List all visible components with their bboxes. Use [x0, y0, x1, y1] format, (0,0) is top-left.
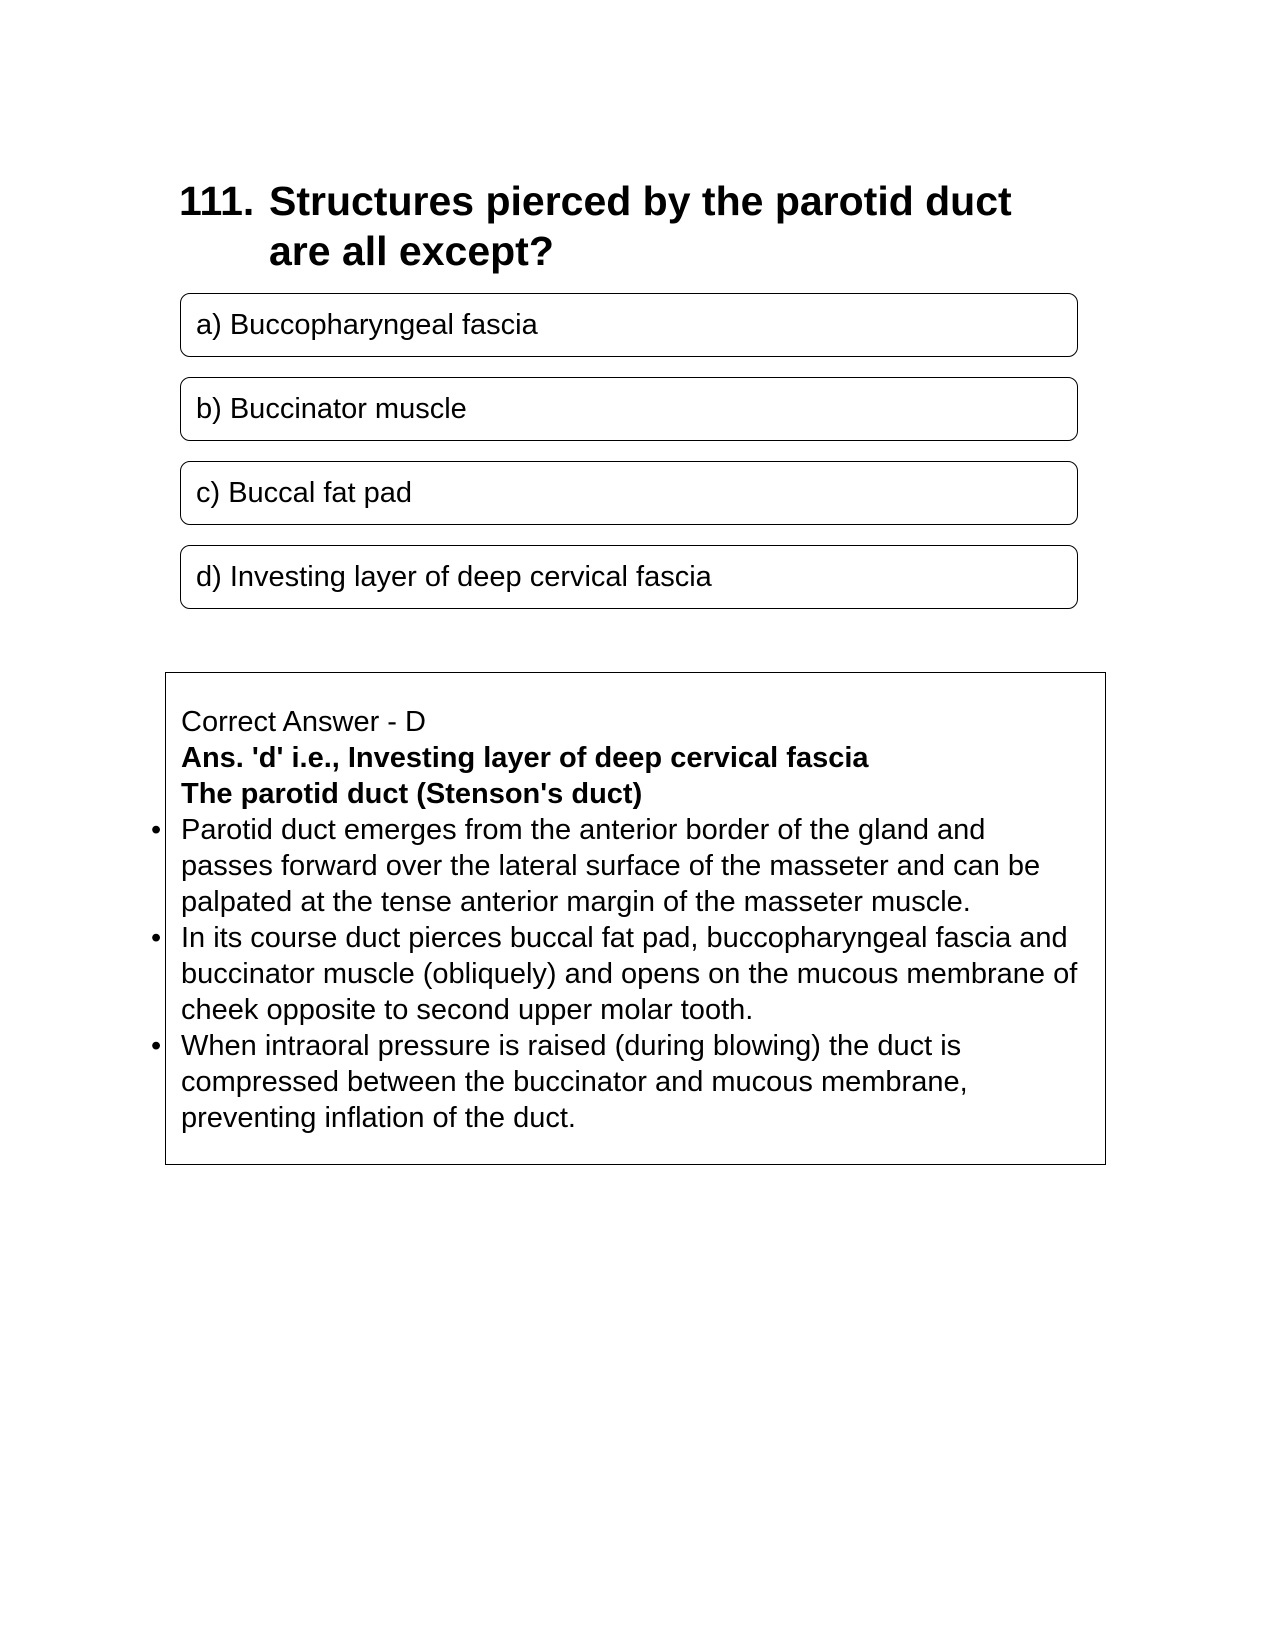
bullet-text: In its course duct pierces buccal fat pad, buccopharyngeal fascia and buccinator muscle (obliquely) and opens on the mucous membrane of cheek opposite to second upper molar tooth. [181, 922, 1078, 1026]
question-heading [179, 176, 1079, 276]
explanation-bullet [151, 920, 1081, 1028]
option-b[interactable]: b) Buccinator muscle [180, 377, 1078, 441]
answer-subheading: The parotid duct (Stenson's duct) [181, 778, 643, 810]
explanation-bullet [151, 812, 1081, 920]
question-text: Structures pierced by the parotid duct are all except? [269, 178, 1012, 274]
option-c[interactable]: c) Buccal fat pad [180, 461, 1078, 525]
bullet-text: Parotid duct emerges from the anterior border of the gland and passes forward over the lateral surface of the masseter and can be palpated at the tense anterior margin of the masseter muscle. [181, 814, 1041, 918]
question-number: 111. [179, 178, 255, 224]
answer-content [151, 704, 1081, 1136]
explanation-bullet-list [151, 812, 1081, 1136]
bullet-icon: • [151, 814, 162, 846]
bullet-icon: • [151, 1030, 162, 1062]
bullet-text: When intraoral pressure is raised (during blowing) the duct is compressed between the buccinator and mucous membrane, preventing inflation of the duct. [181, 1030, 968, 1134]
option-a[interactable]: a) Buccopharyngeal fascia [180, 293, 1078, 357]
answer-explanation-title: Ans. 'd' i.e., Investing layer of deep cervical fascia [181, 742, 869, 774]
bullet-icon: • [151, 922, 162, 954]
option-d[interactable]: d) Investing layer of deep cervical fascia [180, 545, 1078, 609]
explanation-bullet [151, 1028, 1081, 1136]
correct-answer-line: Correct Answer - D [181, 706, 426, 738]
